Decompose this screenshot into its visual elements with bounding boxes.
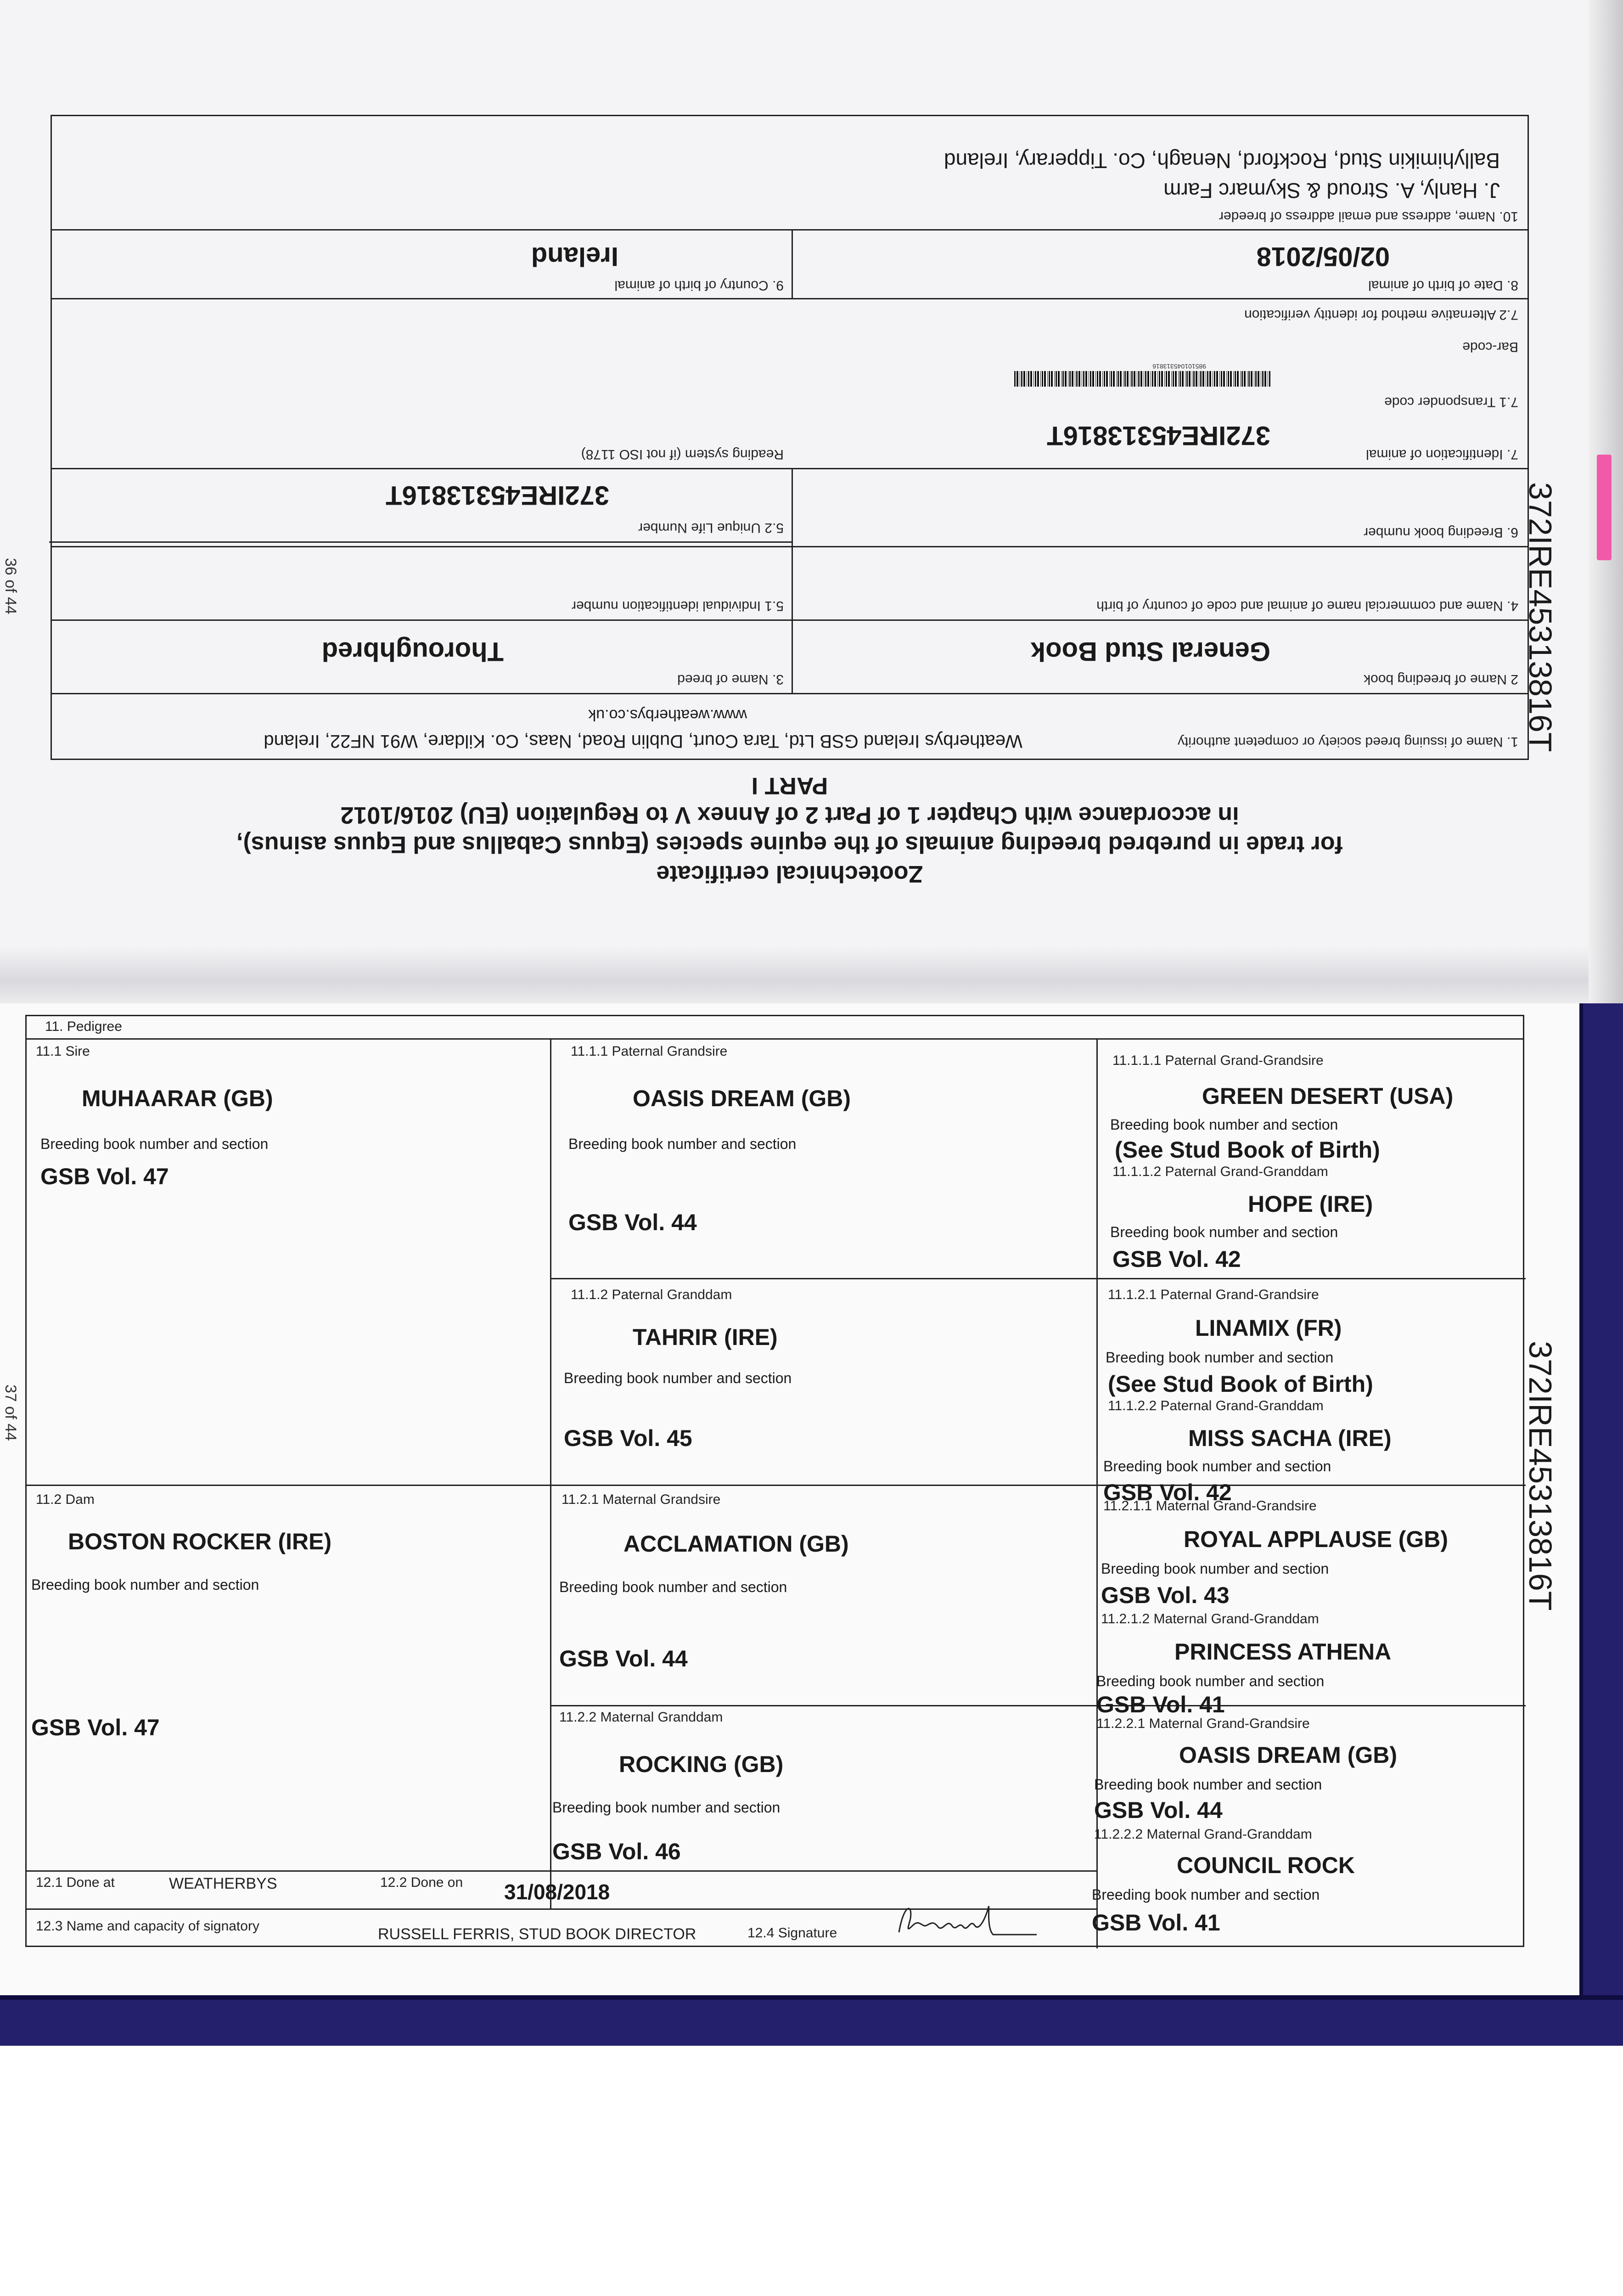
field-1-url: www.weatherbys.co.uk [588,706,747,724]
dam-book-label: Breeding book number and section [31,1576,259,1593]
grandparent-1-vol: GSB Vol. 44 [568,1210,697,1235]
side-id-lower: 372IRE45313816T [1522,1341,1558,1611]
date-of-birth-value: 02/05/2018 [1256,242,1390,271]
grandparent-4-vol: GSB Vol. 46 [552,1839,681,1864]
page-number-upper: 36 of 44 [2,558,19,614]
grandparent-2-book-label: Breeding book number and section [564,1370,792,1386]
field-5-1-label: 5.1 Individual identification number [572,598,784,613]
done-on-label: 12.2 Done on [380,1875,463,1890]
great-grandparent-3-book-label: Breeding book number and section [1106,1349,1334,1366]
field-8-label: 8. Date of birth of animal [1368,278,1518,293]
book-cover-right [1579,1003,1623,2046]
great-grandparent-3-name: LINAMIX (FR) [1195,1315,1342,1341]
grandparent-2-code: 11.1.2 Paternal Granddam [571,1287,732,1302]
great-grandparent-5-name: ROYAL APPLAUSE (GB) [1184,1526,1449,1552]
great-grandparent-1-vol: (See Stud Book of Birth) [1115,1137,1380,1163]
scan-background [0,2046,1623,2296]
field-7-1-label: 7.1 Transponder code [1384,394,1518,410]
great-grandparent-1-code: 11.1.1.1 Paternal Grand-Grandsire [1112,1053,1324,1068]
great-grandparent-7-name: OASIS DREAM (GB) [1179,1742,1397,1768]
part-one-table [51,115,1529,760]
done-at-value: WEATHERBYS [169,1875,277,1892]
signatory-label: 12.3 Name and capacity of signatory [36,1919,259,1934]
field-7-label: 7. Identification of animal [1366,447,1518,462]
grandparent-3-code: 11.2.1 Maternal Grandsire [562,1492,721,1507]
great-grandparent-6-book-label: Breeding book number and section [1096,1673,1325,1689]
pink-tab-marker [1597,455,1612,560]
field-9-label: 9. Country of birth of animal [614,278,784,293]
breed-value: Thoroughbred [321,636,504,666]
great-grandparent-5-code: 11.2.1.1 Maternal Grand-Grandsire [1103,1498,1317,1514]
certificate-title: Zootechnical certificate [656,861,923,887]
bar-code-label: Bar-code [1462,339,1518,355]
barcode-number: 985101045313816 [1152,363,1206,370]
signature-label: 12.4 Signature [747,1925,837,1941]
field-1-label: 1. Name of issuing breed society or competent authority [1177,734,1518,749]
great-grandparent-3-code: 11.1.2.1 Paternal Grand-Grandsire [1108,1287,1319,1302]
grandparent-3-name: ACCLAMATION (GB) [623,1531,849,1557]
great-grandparent-2-book-label: Breeding book number and section [1110,1224,1338,1240]
great-grandparent-5-book-label: Breeding book number and section [1101,1560,1329,1577]
grandparent-2-name: TAHRIR (IRE) [633,1324,778,1350]
grandparent-3-book-label: Breeding book number and section [559,1579,787,1595]
great-grandparent-8-book-label: Breeding book number and section [1092,1886,1320,1903]
sire-vol: GSB Vol. 47 [40,1164,169,1189]
great-grandparent-2-vol: GSB Vol. 42 [1112,1246,1241,1272]
great-grandparent-8-name: COUNCIL ROCK [1177,1852,1355,1878]
breeding-book-value: General Stud Book [1030,636,1270,666]
great-grandparent-7-code: 11.2.2.1 Maternal Grand-Grandsire [1096,1716,1310,1731]
great-grandparent-4-code: 11.1.2.2 Paternal Grand-Granddam [1108,1398,1324,1413]
great-grandparent-2-name: HOPE (IRE) [1248,1191,1373,1217]
field-10-label: 10. Name, address and email address of breeder [1219,209,1518,224]
dam-name: BOSTON ROCKER (IRE) [68,1529,332,1554]
part-heading: PART I [751,772,828,799]
great-grandparent-7-book-label: Breeding book number and section [1094,1776,1322,1793]
field-1-value: Weatherbys Ireland GSB Ltd, Tara Court, Dublin Road, Naas, Co. Kildare, W91 NF22, Ireland [264,731,1022,751]
pedigree-table [25,1015,1524,1947]
grandparent-4-name: ROCKING (GB) [619,1751,784,1777]
great-grandparent-1-book-label: Breeding book number and section [1110,1116,1338,1133]
great-grandparent-6-name: PRINCESS ATHENA [1174,1639,1392,1665]
certificate-subtitle-1: for trade in purebred breeding animals of the equine species (Equus Caballus and Equus asinus), [236,831,1343,858]
signature-image [894,1900,1041,1941]
grandparent-4-code: 11.2.2 Maternal Granddam [559,1710,723,1725]
sire-name: MUHAARAR (GB) [82,1086,273,1111]
great-grandparent-5-vol: GSB Vol. 43 [1101,1582,1230,1608]
great-grandparent-7-vol: GSB Vol. 44 [1094,1797,1223,1823]
great-grandparent-4-name: MISS SACHA (IRE) [1188,1425,1392,1451]
sire-code: 11.1 Sire [36,1044,90,1059]
pedigree-heading: 11. Pedigree [45,1019,122,1034]
country-of-birth-value: Ireland [531,242,618,271]
certificate-subtitle-2: in accordance with Chapter 1 of Part 2 of Annex V to Regulation (EU) 2016/1012 [340,802,1239,828]
great-grandparent-2-code: 11.1.1.2 Paternal Grand-Granddam [1112,1164,1328,1179]
identification-value: 372IRE45313816T [1047,421,1270,450]
grandparent-1-name: OASIS DREAM (GB) [633,1086,851,1111]
field-6-label: 6. Breeding book number [1364,525,1518,540]
great-grandparent-1-name: GREEN DESERT (USA) [1202,1083,1454,1109]
dam-code: 11.2 Dam [36,1492,95,1507]
dam-vol: GSB Vol. 47 [31,1715,160,1740]
grandparent-1-code: 11.1.1 Paternal Grandsire [571,1044,728,1059]
great-grandparent-3-vol: (See Stud Book of Birth) [1108,1371,1373,1397]
side-id-upper: 372IRE45313816T [1522,482,1558,752]
book-cover-bottom [0,1995,1623,2050]
grandparent-3-vol: GSB Vol. 44 [559,1646,688,1671]
grandparent-4-book-label: Breeding book number and section [552,1799,781,1816]
done-on-value: 31/08/2018 [504,1880,610,1904]
great-grandparent-8-vol: GSB Vol. 41 [1092,1910,1220,1936]
great-grandparent-6-code: 11.2.1.2 Maternal Grand-Granddam [1101,1611,1319,1626]
breeder-name: J. Hanly, A. Stroud & Skymarc Farm [1163,179,1500,203]
grandparent-1-book-label: Breeding book number and section [568,1136,797,1152]
signatory-value: RUSSELL FERRIS, STUD BOOK DIRECTOR [378,1925,696,1943]
great-grandparent-4-vol: GSB Vol. 42 [1103,1480,1232,1505]
field-3-label: 3. Name of breed [677,672,784,687]
page-number-lower: 37 of 44 [2,1384,19,1441]
great-grandparent-8-code: 11.2.2.2 Maternal Grand-Granddam [1094,1827,1312,1842]
unique-life-number: 372IRE45313816T [386,480,609,510]
field-7-2-label: 7.2 Alternative method for identity verification [1244,307,1518,322]
part-one-rotated [51,117,1529,889]
grandparent-2-vol: GSB Vol. 45 [564,1425,692,1451]
great-grandparent-4-book-label: Breeding book number and section [1103,1458,1331,1474]
field-2-label: 2 Name of breeding book [1364,672,1518,687]
great-grandparent-6-vol: GSB Vol. 41 [1096,1692,1225,1717]
transponder-barcode [1013,371,1270,387]
field-4-label: 4. Name and commercial name of animal and code of country of birth [1096,598,1518,613]
sire-book-label: Breeding book number and section [40,1136,269,1152]
field-5-2-label: 5.2 Unique Life Number [638,520,784,535]
reading-system-label: Reading system (if not ISO 1178) [581,447,784,462]
breeder-address: Ballyhimikin Stud, Rockford, Nenagh, Co. Tipperary, Ireland [943,149,1500,173]
done-at-label: 12.1 Done at [36,1875,115,1890]
